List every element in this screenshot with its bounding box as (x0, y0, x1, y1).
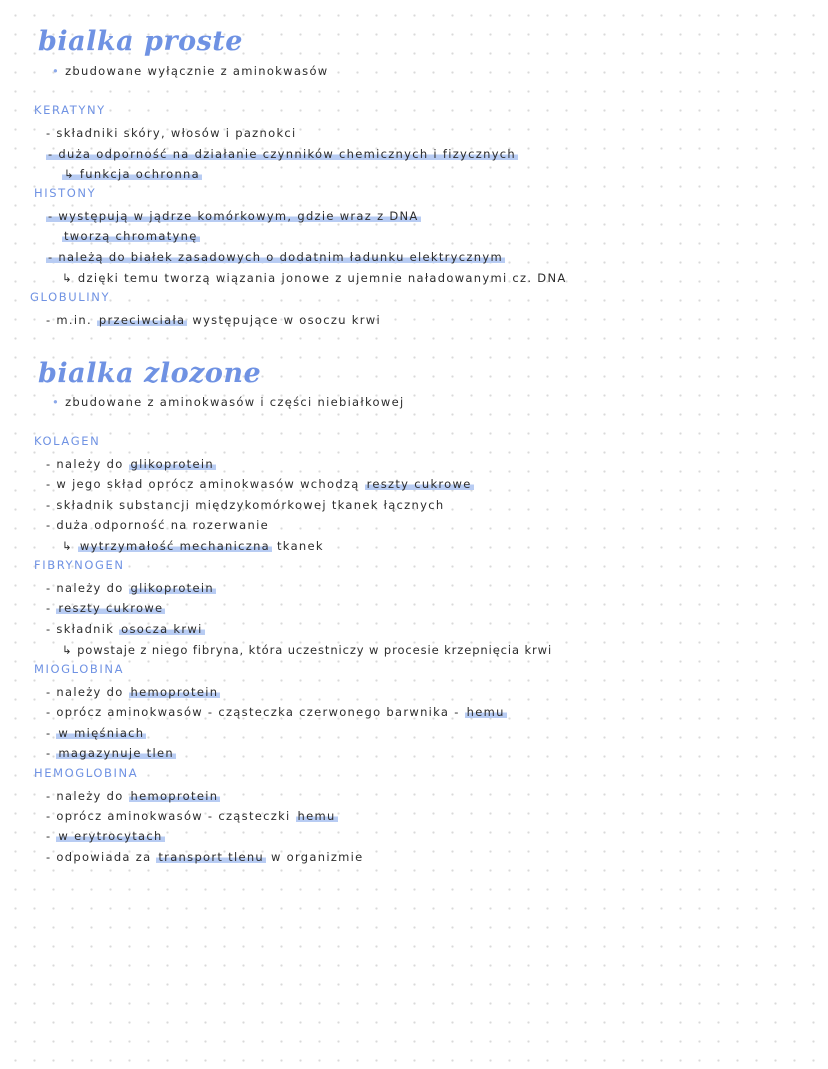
highlight: hemu (297, 809, 336, 823)
highlight: reszty cukrowe (366, 477, 472, 491)
list-item: - w mięśniach (46, 726, 145, 740)
list-item: - w erytrocytach (46, 829, 163, 843)
list-item: - składnik osocza krwi (46, 622, 203, 636)
list-item: - odpowiada za transport tlenu w organizmie (46, 850, 364, 864)
heading-fibrynogen: FIBRYNOGEN (34, 558, 125, 572)
list-item (62, 166, 202, 182)
section-title-simple-proteins: bialka proste (38, 26, 243, 57)
highlight: - należą do białek zasadowych o dodatnim ładunku elektrycznym (48, 250, 503, 264)
list-item: - składnik substancji międzykomórkowej tkanek łącznych (46, 498, 445, 512)
list-item: - należy do hemoprotein (46, 685, 219, 699)
highlight: wytrzymałość mechaniczna (79, 539, 271, 553)
section-subtitle: • zbudowane wyłącznie z aminokwasów (52, 64, 329, 78)
list-item (46, 249, 505, 265)
heading-mioglobina: MIOGLOBINA (34, 662, 125, 676)
highlight: reszty cukrowe (58, 601, 164, 615)
heading-hemoglobina: HEMOGLOBINA (34, 766, 139, 780)
list-item: - oprócz aminokwasów - cząsteczka czerwonego barwnika - hemu (46, 705, 505, 719)
list-item: - należy do hemoprotein (46, 789, 219, 803)
heading-keratyny: KERATYNY (34, 103, 106, 117)
list-item: - należy do glikoprotein (46, 581, 214, 595)
highlight: przeciwciała (98, 313, 186, 327)
highlight: hemoprotein (130, 789, 219, 803)
highlight: osocza krwi (121, 622, 203, 636)
list-item (62, 228, 200, 244)
list-item: ↳ dzięki temu tworzą wiązania jonowe z ujemnie naładowanymi cz. DNA (62, 271, 567, 285)
highlight: w mięśniach (58, 726, 145, 740)
highlight: - duża odporność na działanie czynników chemicznych i fizycznych (48, 147, 517, 161)
list-item: - należy do glikoprotein (46, 457, 214, 471)
highlight: transport tlenu (158, 850, 265, 864)
highlight: ↳ funkcja ochronna (64, 167, 200, 181)
list-item (46, 146, 518, 162)
list-item: - reszty cukrowe (46, 601, 164, 615)
heading-globuliny: GLOBULINY (30, 290, 111, 304)
list-item: - duża odporność na rozerwanie (46, 518, 269, 532)
section-subtitle: • zbudowane z aminokwasów i części niebiałkowej (52, 395, 405, 409)
highlight: glikoprotein (130, 581, 214, 595)
highlight: w erytrocytach (58, 829, 163, 843)
list-item: - magazynuje tlen (46, 746, 174, 760)
highlight: tworzą chromatynę (64, 229, 198, 243)
list-item: ↳ powstaje z niego fibryna, która uczestniczy w procesie krzepnięcia krwi (62, 643, 553, 657)
list-item (46, 208, 421, 224)
list-item: ↳ wytrzymałość mechaniczna tkanek (62, 539, 324, 553)
section-title-complex-proteins: bialka zlozone (38, 358, 262, 389)
list-item: - składniki skóry, włosów i paznokci (46, 126, 297, 140)
list-item: - m.in. przeciwciała występujące w osoczu krwi (46, 313, 381, 327)
heading-kolagen: KOLAGEN (34, 434, 101, 448)
highlight: glikoprotein (130, 457, 214, 471)
highlight: magazynuje tlen (58, 746, 174, 760)
list-item: - w jego skład oprócz aminokwasów wchodzą reszty cukrowe (46, 477, 472, 491)
highlight: hemoprotein (130, 685, 219, 699)
highlight: hemu (466, 705, 505, 719)
highlight: - występują w jądrze komórkowym, gdzie wraz z DNA (48, 209, 419, 223)
list-item: - oprócz aminokwasów - cząsteczki hemu (46, 809, 336, 823)
heading-histony: HISTONY (34, 186, 97, 200)
